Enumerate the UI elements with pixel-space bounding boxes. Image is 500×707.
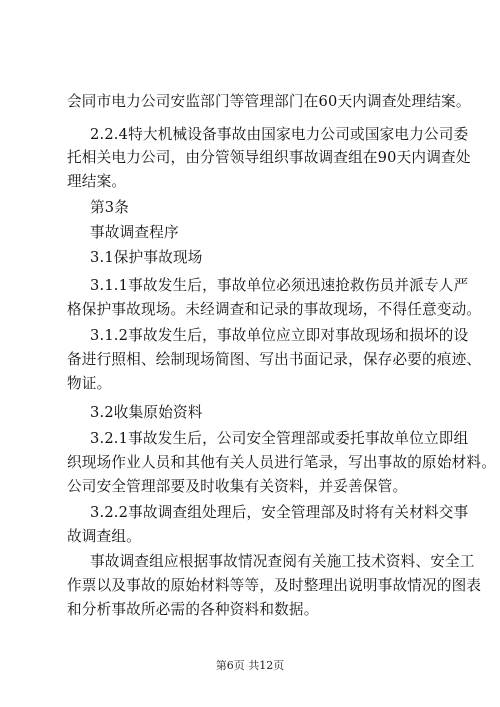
text-line: 事故调查组应根据事故情况查阅有关施工技术资料、安全工: [90, 553, 475, 570]
text-line: 托相关电力公司，由分管领导组织事故调查组在90天内调查处: [67, 149, 471, 166]
text-line: 公司安全管理部要及时收集有关资料，并妥善保管。: [67, 478, 408, 495]
subsection-heading: 3.1保护事故现场: [90, 249, 203, 266]
text-line: 作票以及事故的原始材料等等，及时整理出说明事故情况的图表: [67, 577, 482, 594]
text-line: 物证。: [67, 375, 112, 392]
text-line: 会同市电力公司安监部门等管理部门在60天内调查处理结案。: [67, 93, 471, 110]
text-line: 3.2.2事故调查组处理后，安全管理部及时将有关材料交事: [90, 504, 469, 521]
article-number: 第3条: [90, 199, 130, 216]
page-footer: 第6页 共12页: [215, 659, 285, 672]
text-line: 格保护事故现场。未经调查和记录的事故现场，不得任意变动。: [67, 301, 482, 318]
text-line: 备进行照相、绘制现场简图、写出书面记录，保存必要的痕迹、: [67, 351, 482, 368]
subsection-heading: 3.2收集原始资料: [90, 404, 203, 421]
text-line: 故调查组。: [67, 528, 141, 545]
text-line: 理结案。: [67, 173, 127, 190]
text-line: 3.2.1事故发生后，公司安全管理部或委托事故单位立即组: [90, 430, 469, 447]
text-line: 2.2.4特大机械设备事故由国家电力公司或国家电力公司委: [90, 126, 469, 143]
section-heading: 事故调查程序: [90, 224, 179, 241]
text-line: 织现场作业人员和其他有关人员进行笔录，写出事故的原始材料。: [67, 454, 497, 471]
text-line: 3.1.2事故发生后，事故单位应立即对事故现场和损坏的设: [90, 327, 469, 344]
text-line: 3.1.1事故发生后，事故单位必须迅速抢救伤员并派专人严: [90, 277, 469, 294]
text-line: 和分析事故所必需的各种资料和数据。: [67, 601, 319, 618]
